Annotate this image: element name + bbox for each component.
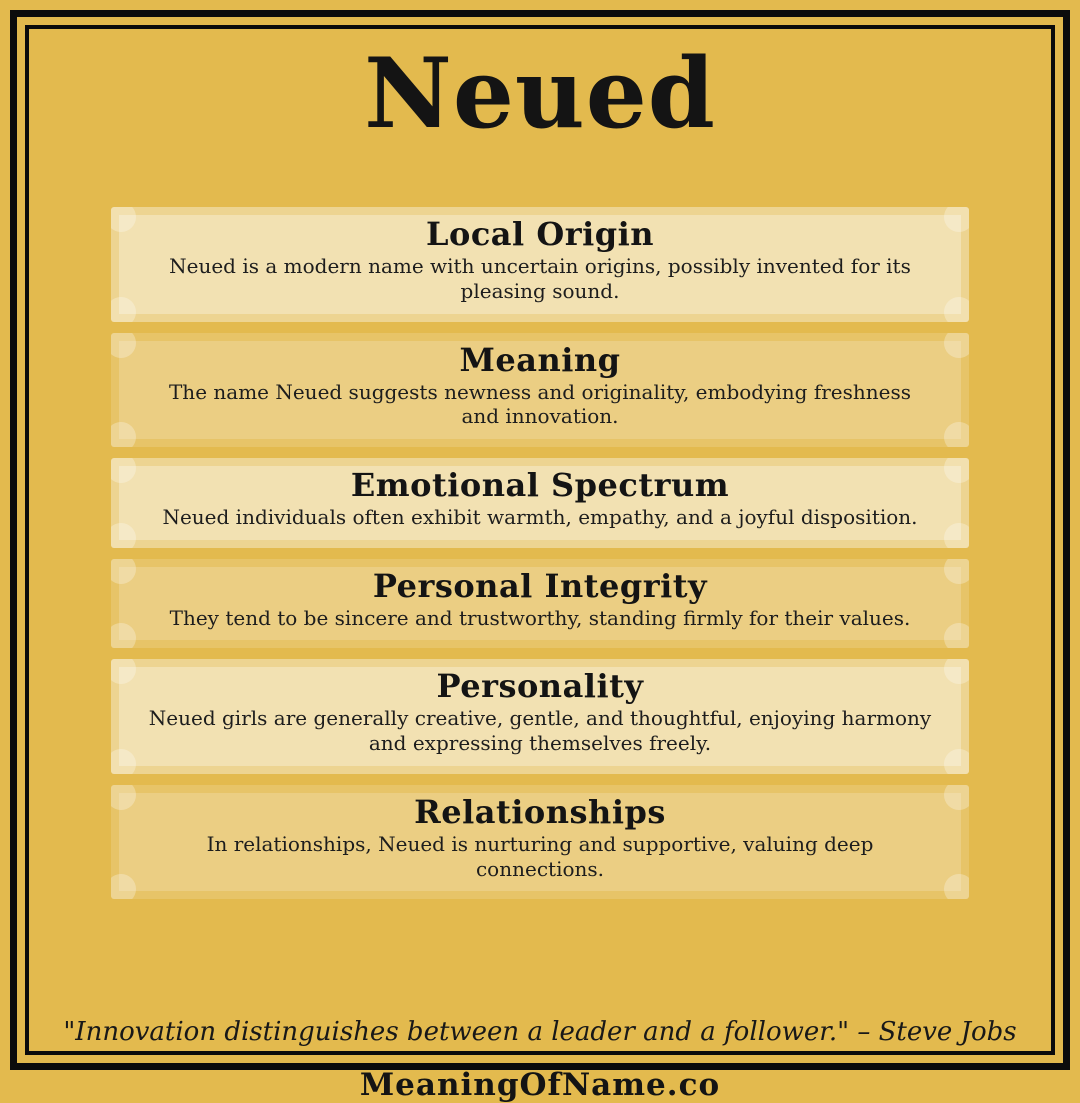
card-inner-panel	[119, 215, 961, 313]
card-inner-panel	[119, 667, 961, 765]
card-inner-panel	[119, 567, 961, 641]
section-card-list	[111, 207, 969, 899]
card-heading: Emotional Spectrum	[350, 466, 730, 505]
section-card-emotional-spectrum	[111, 458, 969, 548]
corner-dot-icon	[944, 749, 969, 774]
corner-dot-icon	[111, 623, 136, 648]
card-body-text: Neued individuals often exhibit warmth, empathy, and a joyful disposition.	[162, 505, 918, 530]
corner-dot-icon	[944, 422, 969, 447]
card-inner-panel	[119, 466, 961, 540]
card-body-text: The name Neued suggests newness and originality, embodying freshness and innovation.	[168, 379, 912, 429]
card-body-text: They tend to be sincere and trustworthy, standing firmly for their values.	[169, 605, 911, 630]
section-card-personality	[111, 659, 969, 773]
card-inner-panel	[119, 793, 961, 891]
section-card-meaning	[111, 333, 969, 447]
card-heading: Local Origin	[425, 215, 655, 254]
card-heading: Relationships	[414, 792, 666, 831]
card-heading: Personal Integrity	[372, 566, 708, 605]
card-body-text: In relationships, Neued is nurturing and supportive, valuing deep connections.	[206, 831, 874, 881]
footer	[63, 1017, 1016, 1103]
quote-text: "Innovation distinguishes between a leader and a follower." – Steve Jobs	[63, 1017, 1017, 1048]
section-card-relationships	[111, 785, 969, 899]
brand-name: MeaningOfName.co	[359, 1067, 721, 1103]
corner-dot-icon	[944, 297, 969, 322]
section-card-personal-integrity	[111, 559, 969, 649]
card-body-text: Neued is a modern name with uncertain origins, possibly invented for its pleasing sound.	[169, 254, 911, 304]
corner-dot-icon	[944, 874, 969, 899]
page-title: Neued	[364, 37, 716, 150]
section-card-local-origin	[111, 207, 969, 321]
corner-dot-icon	[944, 523, 969, 548]
content-area	[29, 29, 1051, 1103]
corner-dot-icon	[944, 623, 969, 648]
card-heading: Meaning	[459, 340, 621, 379]
card-inner-panel	[119, 341, 961, 439]
card-heading: Personality	[436, 667, 644, 706]
card-body-text: Neued girls are generally creative, gentle, and thoughtful, enjoying harmony and expressing themselves freely.	[148, 706, 932, 756]
